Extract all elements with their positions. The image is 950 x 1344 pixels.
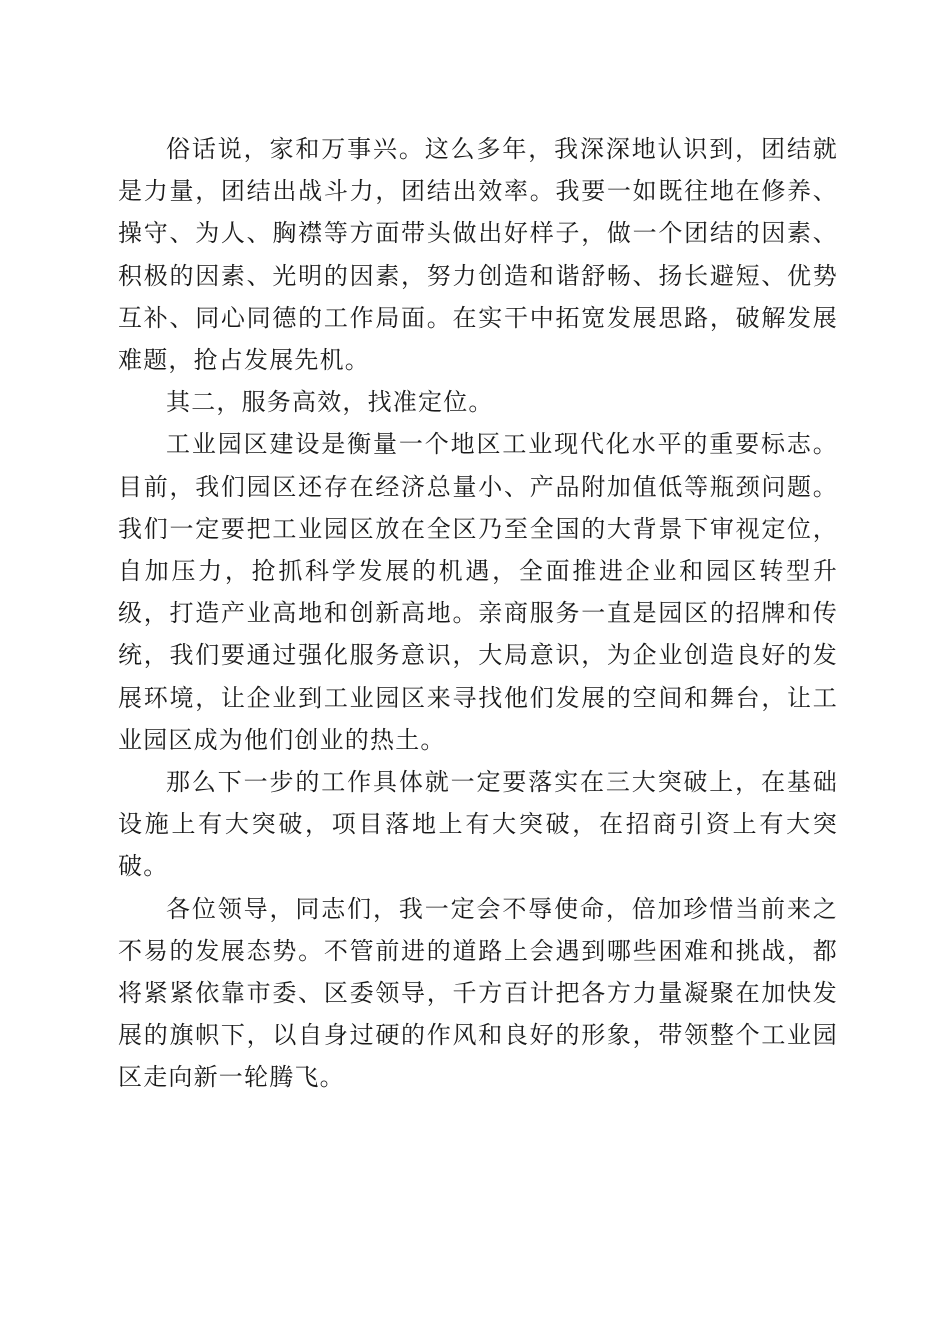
paragraph-section-heading: 其二，服务高效，找准定位。	[166, 388, 494, 417]
paragraph-three-breakthroughs: 那么下一步的工作具体就一定要落实在三大突破上，在基础设施上有大突破，项目落地上有大突破，在招商引资上有大突破。	[118, 768, 838, 881]
paragraph-closing: 各位领导，同志们，我一定会不辱使命，倍加珍惜当前来之不易的发展态势。不管前进的道路上会遇到哪些困难和挑战，都将紧紧依靠市委、区委领导，千方百计把各方力量凝聚在加快发展的旗帜下，以自身过硬的作风和良好的形象，带领整个工业园区走向新一轮腾飞。	[118, 894, 838, 1092]
paragraph-unity: 俗话说，家和万事兴。这么多年，我深深地认识到，团结就是力量，团结出战斗力，团结出效率。我要一如既往地在修养、操守、为人、胸襟等方面带头做出好样子，做一个团结的因素、积极的因素、光明的因素，努力创造和谐舒畅、扬长避短、优势互补、同心同德的工作局面。在实干中拓宽发展思路，破解发展难题，抢占发展先机。	[118, 135, 838, 375]
paragraph-industrial-park: 工业园区建设是衡量一个地区工业现代化水平的重要标志。目前，我们园区还存在经济总量小、产品附加值低等瓶颈问题。我们一定要把工业园区放在全区乃至全国的大背景下审视定位，自加压力，抢抓科学发展的机遇，全面推进企业和园区转型升级，打造产业高地和创新高地。亲商服务一直是园区的招牌和传统，我们要通过强化服务意识，大局意识，为企业创造良好的发展环境，让企业到工业园区来寻找他们发展的空间和舞台，让工业园区成为他们创业的热土。	[118, 430, 838, 754]
document-page	[118, 128, 838, 1099]
